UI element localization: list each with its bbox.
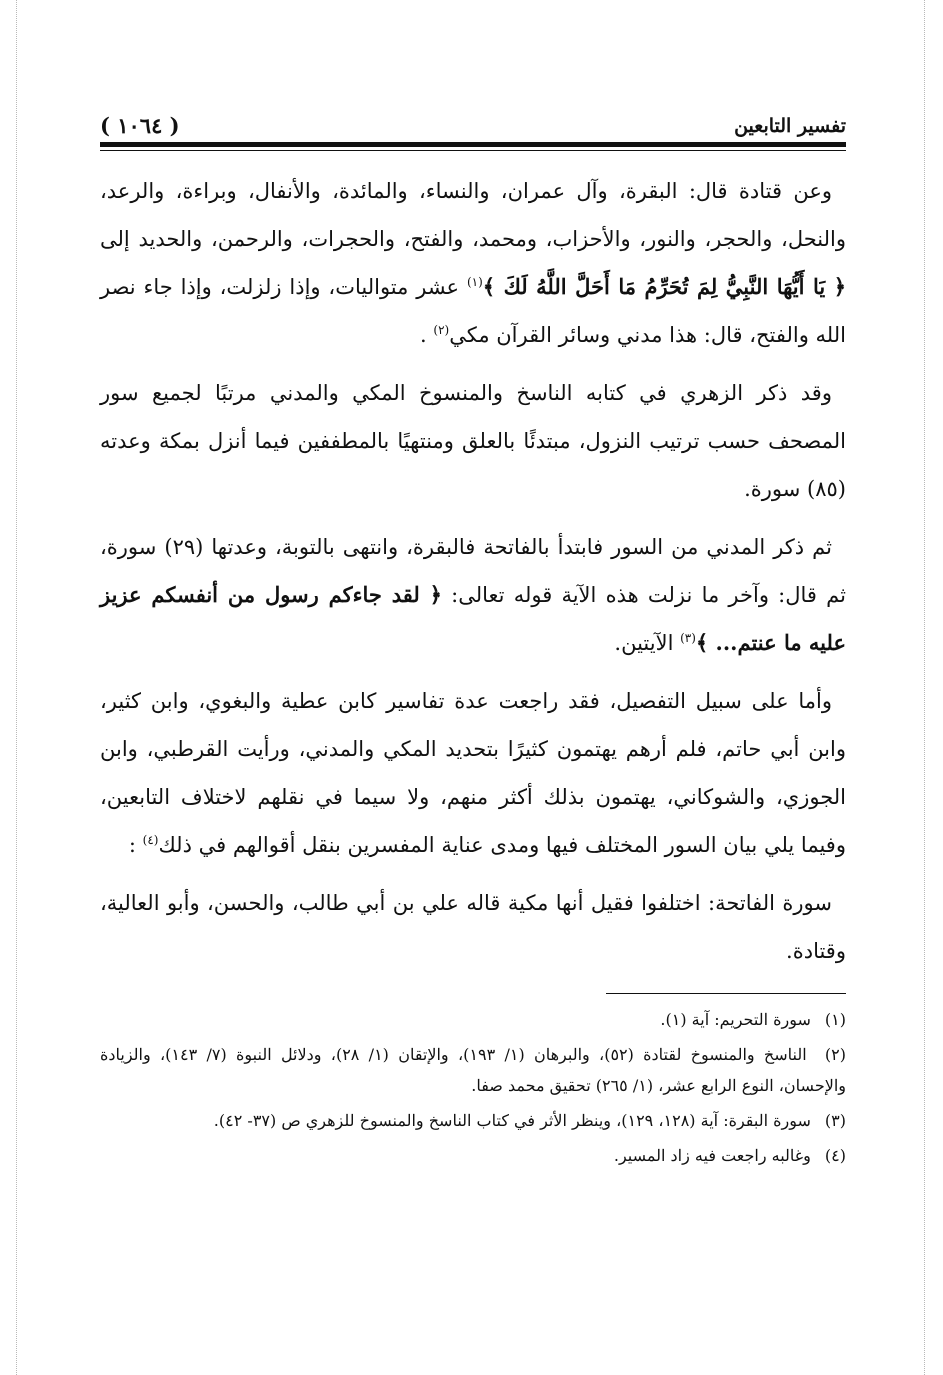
footnote-number: (١) — [824, 1010, 846, 1029]
book-page — [100, 112, 846, 1175]
footnote-2 — [100, 1039, 846, 1101]
footnote-number: (٤) — [824, 1146, 846, 1165]
paragraph-tafsil — [100, 677, 846, 869]
footnotes — [100, 1004, 846, 1171]
footnote-number: (٣) — [824, 1111, 846, 1130]
footnote-ref-1[interactable]: (١) — [466, 275, 483, 289]
footnote-1 — [100, 1004, 846, 1035]
footnote-text: وغالبه راجعت فيه زاد المسير. — [613, 1146, 811, 1165]
running-header — [100, 112, 846, 142]
scan-margin-dots-left — [16, 0, 17, 1375]
paragraph-qatada — [100, 167, 846, 359]
paragraph-text: . — [420, 323, 434, 347]
paragraph-fatiha: سورة الفاتحة: اختلفوا فقيل أنها مكية قاله علي بن أبي طالب، والحسن، وأبو العالية، وقتادة. — [100, 891, 846, 963]
paragraph-text: : — [128, 833, 143, 857]
paragraph-madani — [100, 523, 846, 667]
page-number: ( ١٠٦٤ ) — [100, 113, 180, 138]
header-rule-thick — [100, 142, 846, 147]
paragraph-zuhri: وقد ذكر الزهري في كتابه الناسخ والمنسوخ المكي والمدني مرتبًا لجميع سور المصحف حسب ترتيب النزول، مبتدئًا بالعلق ومنتهيًا بالمطففين فيما أنزل بمكة وعدته (٨٥) سورة. — [100, 381, 846, 501]
footnote-ref-2[interactable]: (٢) — [433, 323, 450, 337]
footnote-text: سورة البقرة: آية (١٢٨، ١٢٩)، وينظر الأثر في كتاب الناسخ والمنسوخ للزهري ص (٣٧- ٤٢). — [213, 1111, 811, 1130]
paragraph-text: الآيتين. — [614, 631, 681, 655]
quran-verse: ﴿ يَا أَيُّهَا النَّبِيُّ لِمَ تُحَرِّمُ مَا أَحَلَّ اللَّهُ لَكَ ﴾ — [482, 274, 847, 299]
quran-verse: ﴿ لقد جاءكم رسول من أنفسكم عزيز عليه ما عنتم... ﴾ — [100, 582, 846, 655]
footnote-ref-3[interactable]: (٣) — [680, 631, 696, 645]
paragraph-text: عشر متواليات، وإذا زلزلت، وإذا جاء نصر الله والفتح، قال: هذا مدني وسائر القرآن مكي — [100, 275, 846, 347]
main-text — [100, 167, 846, 975]
footnote-number: (٢) — [824, 1045, 846, 1064]
footnote-ref-4[interactable]: (٤) — [142, 833, 159, 847]
footnote-3 — [100, 1105, 846, 1136]
paragraph-text: وأما على سبيل التفصيل، فقد راجعت عدة تفاسير كابن عطية والبغوي، وابن كثير، وابن أبي حاتم، فلم أرهم يهتمون كثيرًا بتحديد المكي والمدني، ورأيت القرطبي، وابن الجوزي، والشوكاني، يهتمون بذلك أكثر منهم، ولا سيما في نقلهم لاختلاف التابعين، وفيما يلي بيان السور المختلف فيها ومدى عناية المفسرين بنقل أقوالهم في ذلك — [100, 689, 846, 857]
scan-margin-dots-right — [924, 0, 925, 1375]
running-title: تفسير التابعين — [734, 115, 846, 137]
paragraph-text: وعن قتادة قال: البقرة، وآل عمران، والنساء، والمائدة، والأنفال، وبراءة، والرعد، والنحل، والحجر، والنور، والأحزاب، ومحمد، والفتح، والحجرات، والرحمن، والحديد إلى — [100, 179, 846, 251]
footnote-text: سورة التحريم: آية (١). — [660, 1010, 811, 1029]
paragraph-text: ثم ذكر المدني من السور فابتدأ بالفاتحة فالبقرة، وانتهى بالتوبة، وعدتها (٢٩) سورة، ثم قال: وآخر ما نزلت هذه الآية قوله تعالى: — [100, 535, 846, 607]
footnote-separator — [606, 993, 846, 994]
footnote-text: الناسخ والمنسوخ لقتادة (٥٢)، والبرهان (١/ ١٩٣)، والإتقان (١/ ٢٨)، ودلائل النبوة (٧/ ١٤٣)، والزيادة والإحسان، النوع الرابع عشر، (١/ ٢٦٥) تحقيق محمد صفا. — [100, 1045, 846, 1095]
header-rule-thin — [100, 150, 846, 151]
footnote-4 — [100, 1140, 846, 1171]
